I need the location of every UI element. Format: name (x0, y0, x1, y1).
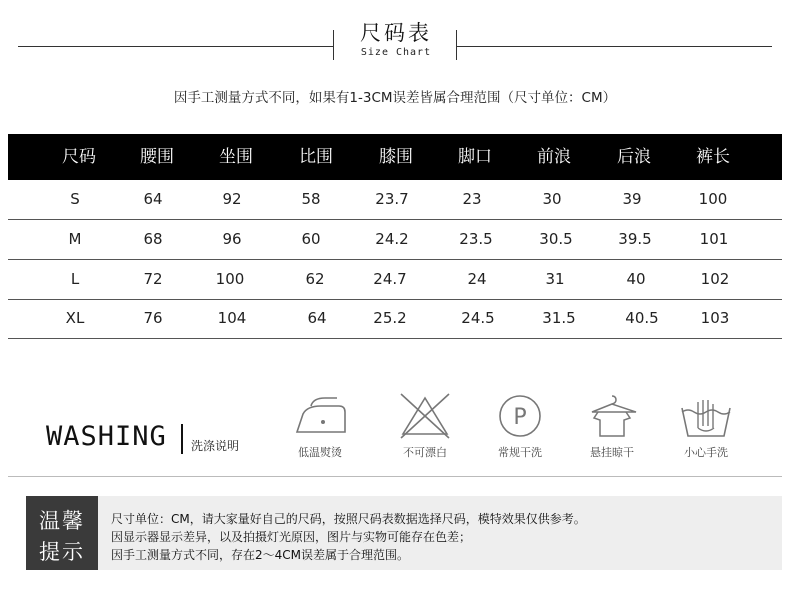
tip-line: 尺寸单位：CM，请大家量好自己的尺码，按照尺码表数据选择尺码，模特效果仅供参考。 (111, 512, 586, 526)
table-cell: 31.5 (542, 309, 576, 327)
table-cell: 24 (467, 270, 487, 288)
table-cell: 39 (622, 190, 642, 208)
tips-title-line1: 温馨 (39, 509, 85, 533)
table-cell: 60 (301, 230, 321, 248)
tips-title-line2: 提示 (39, 540, 85, 564)
table-cell: 101 (699, 230, 729, 248)
column-header: 腰围 (140, 147, 174, 167)
iron-low-temp-icon (291, 392, 351, 440)
header-tick-left (333, 30, 334, 60)
column-header: 前浪 (537, 147, 571, 167)
table-cell: 92 (222, 190, 242, 208)
table-cell: 40.5 (625, 309, 659, 327)
table-cell: 76 (143, 309, 163, 327)
column-header: 膝围 (379, 147, 413, 167)
icon-label: 不可漂白 (403, 446, 447, 459)
dry-clean-p-icon (490, 392, 550, 440)
column-header: 裤长 (696, 147, 730, 167)
hang-dry-icon (582, 392, 642, 440)
table-cell: 102 (700, 270, 730, 288)
table-cell: 72 (143, 270, 163, 288)
washing-subtitle: 洗涤说明 (191, 439, 240, 453)
page-title: 尺码表 (360, 21, 432, 45)
table-cell: 68 (143, 230, 163, 248)
table-cell: 25.2 (373, 309, 407, 327)
table-cell: 24.7 (373, 270, 407, 288)
icon-label: 低温熨烫 (298, 446, 342, 459)
table-cell: XL (65, 309, 85, 327)
column-header: 坐围 (219, 147, 253, 167)
table-cell: 64 (143, 190, 163, 208)
column-header: 脚口 (458, 147, 492, 167)
table-cell: 24.2 (375, 230, 409, 248)
column-header: 后浪 (617, 147, 651, 167)
table-cell: 39.5 (618, 230, 652, 248)
table-row (8, 260, 782, 300)
column-header: 尺码 (62, 147, 96, 167)
table-cell: 104 (217, 309, 247, 327)
hand-wash-icon (676, 392, 736, 440)
table-cell: 31 (545, 270, 565, 288)
svg-text:P: P (513, 405, 527, 430)
table-cell: 30 (542, 190, 562, 208)
table-cell: 58 (301, 190, 321, 208)
header-tick-right (456, 30, 457, 60)
column-header: 比围 (299, 147, 333, 167)
table-cell: 24.5 (461, 309, 495, 327)
table-cell: 64 (307, 309, 327, 327)
table-cell: L (70, 270, 80, 288)
tip-line: 因显示器显示差异，以及拍摄灯光原因，图片与实物可能存在色差； (111, 530, 472, 544)
table-cell: M (68, 230, 82, 248)
table-cell: 103 (700, 309, 730, 327)
table-row (8, 180, 782, 220)
page-subtitle: Size Chart (360, 47, 432, 58)
table-cell: 62 (305, 270, 325, 288)
washing-title: WASHING (46, 421, 167, 452)
no-bleach-icon (395, 392, 455, 440)
table-cell: 100 (215, 270, 245, 288)
table-row (8, 220, 782, 260)
table-cell: 100 (698, 190, 728, 208)
table-cell: 96 (222, 230, 242, 248)
size-table-header (8, 134, 782, 180)
table-cell: S (70, 190, 80, 208)
icon-label: 常规干洗 (498, 446, 542, 459)
table-cell: 23.7 (375, 190, 409, 208)
icon-label: 悬挂晾干 (590, 446, 634, 459)
table-cell: 23 (462, 190, 482, 208)
header-rule-left (18, 46, 333, 47)
table-cell: 23.5 (459, 230, 493, 248)
washing-divider (181, 424, 183, 454)
icon-label: 小心手洗 (684, 446, 728, 459)
section-divider (8, 476, 782, 477)
measurement-note: 因手工测量方式不同，如果有1-3CM误差皆属合理范围（尺寸单位：CM） (173, 90, 617, 106)
table-row (8, 299, 782, 339)
tip-line: 因手工测量方式不同，存在2～4CM误差属于合理范围。 (111, 548, 410, 562)
tips-badge (26, 496, 98, 570)
table-cell: 30.5 (539, 230, 573, 248)
header-rule-right (456, 46, 772, 47)
table-cell: 40 (626, 270, 646, 288)
